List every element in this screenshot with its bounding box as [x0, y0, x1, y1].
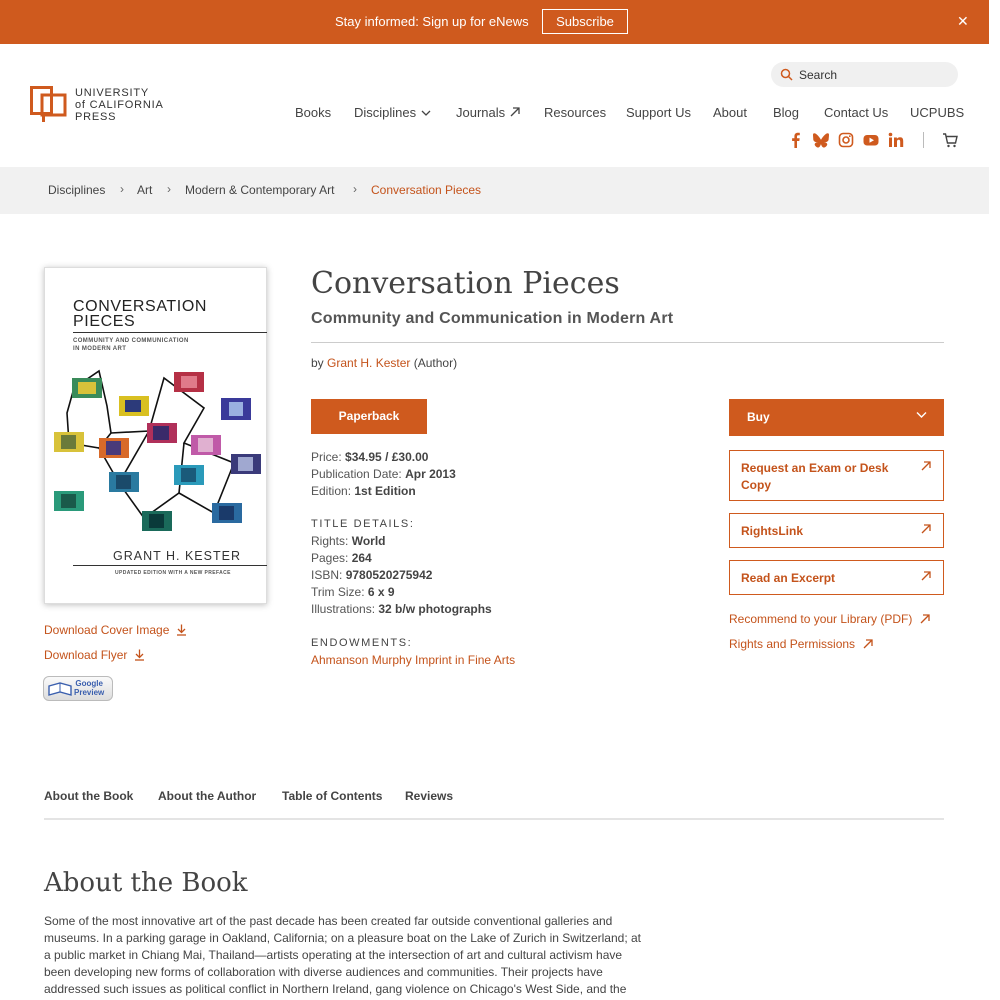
meta-label: Illustrations: [311, 602, 376, 616]
meta-value: 9780520275942 [345, 568, 433, 582]
ucpress-logo-icon[interactable] [30, 86, 67, 123]
book-cover-image [44, 267, 267, 604]
nav-label: Journals [456, 105, 506, 120]
request-exam-copy-button[interactable] [729, 450, 944, 501]
cover-author: GRANT H. KESTER [113, 549, 241, 563]
download-icon [176, 624, 187, 636]
buy-button[interactable] [729, 399, 944, 436]
search-placeholder: Search [799, 68, 838, 82]
description-line: addressed such issues as political conflict in Northern Ireland, gang violence on Chicago's West Side, and the [44, 982, 627, 996]
meta-label: Price: [311, 450, 342, 464]
meta-label: Trim Size: [311, 585, 365, 599]
linkedin-icon[interactable] [888, 132, 904, 148]
cover-subtitle-line: COMMUNITY AND COMMUNICATION [73, 338, 189, 344]
author-role: (Author) [413, 356, 458, 370]
meta-label: Publication Date: [311, 467, 402, 481]
facebook-icon[interactable] [788, 132, 804, 148]
breadcrumb-art[interactable]: Art [137, 183, 153, 197]
pubdate-row [311, 467, 456, 481]
youtube-icon[interactable] [863, 132, 879, 148]
breadcrumb-disciplines[interactable]: Disciplines [48, 183, 106, 197]
rights-permissions-link[interactable] [729, 637, 873, 651]
search-input[interactable] [771, 62, 958, 87]
link-label: Recommend to your Library (PDF) [729, 612, 913, 626]
brand-line: UNIVERSITY [75, 87, 150, 99]
external-link-icon [921, 461, 931, 471]
close-icon[interactable]: ✕ [957, 13, 969, 29]
nav-contact-us[interactable]: Contact Us [824, 105, 889, 120]
nav-support-us[interactable]: Support Us [626, 105, 692, 120]
enews-banner [0, 0, 989, 44]
divider [923, 132, 924, 148]
pages-row [311, 551, 372, 565]
endowments-heading: ENDOWMENTS: [311, 637, 413, 649]
tab-about-the-author[interactable]: About the Author [158, 789, 257, 803]
nav-disciplines[interactable] [354, 105, 431, 120]
buy-label: Buy [747, 410, 770, 424]
meta-value: 32 b/w photographs [378, 602, 492, 616]
brand-line: of CALIFORNIA [75, 99, 164, 111]
button-label: Request an Exam or Desk Copy [741, 461, 889, 492]
google-preview-line: Preview [74, 688, 105, 697]
cover-rule [73, 332, 267, 333]
author-link[interactable]: Grant H. Kester [327, 356, 411, 370]
meta-value: World [351, 534, 386, 548]
cover-title-line: PIECES [73, 313, 136, 330]
divider [311, 342, 944, 343]
breadcrumb-modern-contemporary-art[interactable]: Modern & Contemporary Art [185, 183, 335, 197]
nav-ucpubs[interactable]: UCPUBS [910, 105, 965, 120]
subscribe-button[interactable]: Subscribe [542, 9, 628, 34]
about-heading: About the Book [44, 868, 248, 898]
google-preview-label [74, 679, 104, 697]
download-icon [134, 649, 145, 661]
book-icon [47, 681, 73, 697]
illustrations-row [311, 602, 492, 616]
cover-title-line: CONVERSATION [73, 298, 208, 315]
book-subtitle: Community and Communication in Modern Art [311, 310, 674, 327]
byline [311, 356, 457, 370]
nav-resources[interactable]: Resources [544, 105, 607, 120]
price-row [311, 450, 428, 464]
rights-row [311, 534, 385, 548]
brand-line: PRESS [75, 111, 117, 123]
description-line: museums. In a parking garage in Oakland, California; on a pleasure boat on the Lake of Zurich in Switzerland; at [44, 931, 642, 945]
google-preview-button[interactable] [43, 676, 113, 701]
meta-label: Pages: [311, 551, 349, 565]
meta-label: Edition: [311, 484, 352, 498]
tab-reviews[interactable]: Reviews [405, 789, 454, 803]
recommend-library-link[interactable] [729, 612, 930, 626]
meta-label: Rights: [311, 534, 349, 548]
chevron-down-icon [421, 110, 431, 117]
nav-about[interactable]: About [713, 105, 747, 120]
instagram-icon[interactable] [838, 132, 854, 148]
rightslink-button[interactable] [729, 513, 944, 548]
meta-value: $34.95 / £30.00 [345, 450, 429, 464]
link-label: Download Cover Image [44, 623, 170, 637]
meta-value: 6 x 9 [367, 585, 395, 599]
chevron-right-icon: › [353, 182, 357, 196]
cover-title [73, 299, 207, 329]
button-label: Read an Excerpt [741, 571, 836, 585]
meta-value: Apr 2013 [405, 467, 456, 481]
external-link-icon [921, 571, 931, 581]
trim-size-row [311, 585, 395, 599]
nav-journals[interactable] [456, 105, 520, 120]
description-line: a public market in Chiang Mai, Thailand—artists operating at the intersection of art and cultural activism have [44, 948, 623, 962]
button-label: RightsLink [741, 524, 803, 538]
external-link-icon [863, 639, 873, 649]
divider [44, 818, 944, 820]
format-paperback-button[interactable]: Paperback [311, 399, 427, 434]
cover-subtitle [73, 337, 189, 353]
meta-value: 264 [351, 551, 372, 565]
chevron-right-icon: › [167, 182, 171, 196]
description-line: been developing new forms of collaboration with diverse audiences and communities. Their projects have [44, 965, 603, 979]
google-preview-line: Google [75, 679, 103, 688]
search-icon [780, 68, 793, 81]
tab-about-the-book[interactable]: About the Book [44, 789, 134, 803]
tab-table-of-contents[interactable]: Table of Contents [282, 789, 383, 803]
read-excerpt-button[interactable] [729, 560, 944, 595]
breadcrumb-current: Conversation Pieces [371, 183, 482, 197]
brand-name[interactable] [75, 87, 164, 123]
about-description [44, 913, 669, 998]
download-cover-image-link[interactable] [44, 623, 187, 637]
external-link-icon [920, 614, 930, 624]
meta-label: ISBN: [311, 568, 343, 582]
enews-message: Stay informed: Sign up for eNews [335, 14, 529, 29]
link-label: Rights and Permissions [729, 637, 856, 651]
meta-value: 1st Edition [354, 484, 416, 498]
cover-subtitle-line: IN MODERN ART [73, 346, 127, 352]
cover-network-artwork [49, 368, 264, 538]
endowment-link[interactable]: Ahmanson Murphy Imprint in Fine Arts [311, 653, 516, 667]
download-flyer-link[interactable] [44, 648, 145, 662]
bluesky-icon[interactable] [813, 132, 829, 148]
title-details-heading: TITLE DETAILS: [311, 518, 415, 530]
chevron-down-icon [916, 411, 927, 419]
external-link-icon [921, 524, 931, 534]
external-link-icon [510, 107, 520, 117]
page-title: Conversation Pieces [311, 266, 620, 301]
nav-blog[interactable]: Blog [773, 105, 800, 120]
breadcrumb [0, 167, 989, 214]
cart-icon[interactable] [942, 132, 958, 148]
link-label: Download Flyer [44, 648, 128, 662]
nav-label: Disciplines [354, 105, 417, 120]
edition-row [311, 484, 416, 498]
isbn-row [311, 568, 432, 582]
description-line: Some of the most innovative art of the past decade has been created far outside conventional galleries and [44, 914, 613, 928]
cover-edition-note: UPDATED EDITION WITH A NEW PREFACE [115, 570, 231, 576]
byline-prefix: by [311, 356, 324, 370]
nav-books[interactable]: Books [295, 105, 332, 120]
cover-rule [73, 565, 267, 566]
chevron-right-icon: › [120, 182, 124, 196]
